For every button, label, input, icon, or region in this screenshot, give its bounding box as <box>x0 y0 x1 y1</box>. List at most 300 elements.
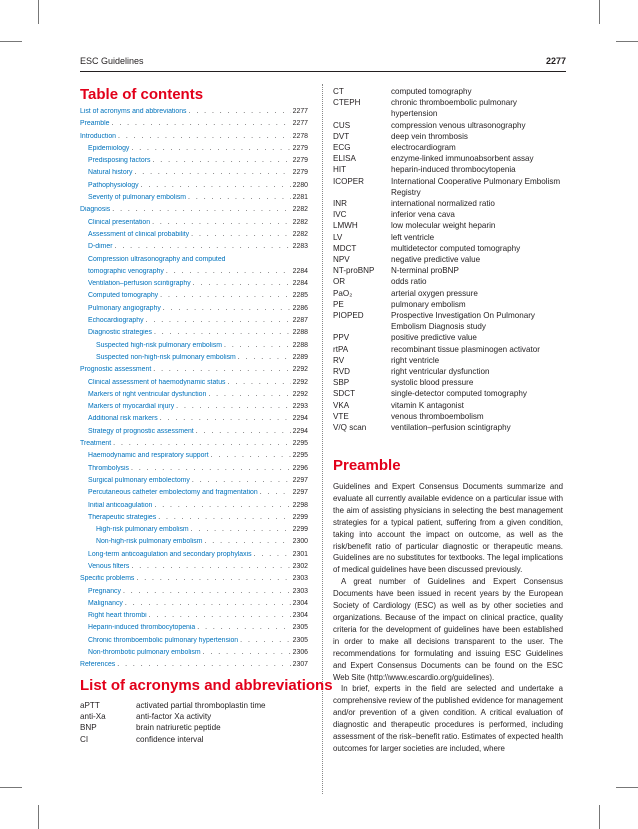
toc-entry-page: 2306 <box>292 649 308 657</box>
toc-leader <box>149 612 291 619</box>
toc-entry-label[interactable]: Echocardiography <box>88 317 144 325</box>
toc-entry-page: 2304 <box>292 599 308 607</box>
acronym-row <box>333 288 563 299</box>
toc-entry-label[interactable]: Malignancy <box>88 599 123 607</box>
toc-entry[interactable] <box>80 538 308 550</box>
crop-mark <box>599 0 600 24</box>
toc-entry-label[interactable]: Computed tomography <box>88 292 159 300</box>
acronym-abbr: PIOPED <box>333 311 364 321</box>
toc-entry-label[interactable]: Pathophysiology <box>88 181 139 189</box>
toc-entry[interactable] <box>80 465 308 477</box>
acronym-abbr: aPTT <box>80 701 100 710</box>
acronym-abbr: NPV <box>333 255 350 265</box>
toc-entry[interactable] <box>80 391 308 403</box>
toc-leader <box>112 120 291 127</box>
toc-leader <box>112 206 290 213</box>
toc-entry-page: 2298 <box>292 501 308 509</box>
toc-entry-label[interactable]: Non-thrombotic pulmonary embolism <box>88 649 201 657</box>
toc-leader <box>134 169 290 176</box>
toc-entry[interactable] <box>80 428 308 440</box>
acronyms-title: List of acronyms and abbreviations <box>80 677 333 694</box>
toc-entry[interactable] <box>80 649 308 661</box>
toc-entry-label[interactable]: Prognostic assessment <box>80 366 152 374</box>
toc-entry-page: 2304 <box>292 612 308 620</box>
toc-leader <box>141 182 291 189</box>
toc-entry[interactable] <box>80 379 308 391</box>
toc-entry-page: 2293 <box>292 403 308 411</box>
toc-entry[interactable] <box>80 329 308 341</box>
acronym-row <box>80 711 315 722</box>
acronym-row <box>333 400 563 411</box>
acronym-definition: inferior vena cava <box>391 210 455 220</box>
toc-entry-label[interactable]: Percutaneous catheter embolectomy and fragmentation <box>88 489 258 497</box>
acronym-abbr: CT <box>333 87 344 96</box>
acronym-row <box>333 276 563 287</box>
toc-entry[interactable] <box>80 575 308 587</box>
acronym-row <box>333 377 563 388</box>
toc-entry-page: 2283 <box>292 243 308 251</box>
acronym-abbr: PaO₂ <box>333 288 353 298</box>
toc-entry[interactable] <box>80 588 308 600</box>
toc-leader <box>131 465 291 472</box>
toc-entry-page: 2277 <box>292 120 308 128</box>
toc-entry-label[interactable]: Pregnancy <box>88 587 121 595</box>
toc-leader <box>192 477 291 484</box>
toc-entry-label[interactable]: Right heart thrombi <box>88 612 147 620</box>
toc-entry[interactable] <box>80 280 308 292</box>
acronym-abbr: NT-proBNP <box>333 266 375 276</box>
toc-entry-page: 2286 <box>292 304 308 312</box>
acronym-definition: computed tomography <box>391 87 472 96</box>
acronym-abbr: INR <box>333 199 347 209</box>
toc-entry-label[interactable]: Therapeutic strategies <box>88 513 157 521</box>
acronym-abbr: ICOPER <box>333 176 365 186</box>
toc-entry[interactable] <box>80 182 308 194</box>
toc-leader <box>113 440 291 447</box>
acronym-definition: activated partial thromboplastin time <box>136 701 266 710</box>
crop-mark <box>0 41 22 42</box>
acronym-abbr: PE <box>333 299 344 309</box>
running-header <box>80 56 566 70</box>
acronym-row <box>333 209 563 220</box>
toc-entry-page: 2292 <box>292 378 308 386</box>
acronym-row <box>333 411 563 422</box>
toc-entry-label[interactable]: D-dimer <box>88 243 113 251</box>
toc-entry-page: 2284 <box>292 267 308 275</box>
toc-entry-label[interactable]: tomographic venography <box>88 267 164 275</box>
acronym-definition: positive predictive value <box>391 333 477 343</box>
toc-entry-page: 2302 <box>292 562 308 570</box>
header-rule <box>80 71 566 72</box>
toc-entry-page: 2299 <box>292 526 308 534</box>
acronym-definition: vitamin K antagonist <box>391 400 464 410</box>
toc-entry-label[interactable]: List of acronyms and abbreviations <box>80 108 187 115</box>
acronym-row <box>333 243 563 254</box>
acronym-definition: negative predictive value <box>391 255 481 265</box>
toc-entry[interactable] <box>80 366 308 378</box>
toc-entry-page: 2297 <box>292 489 308 497</box>
toc-leader <box>154 329 291 336</box>
crop-mark <box>616 41 638 42</box>
acronym-row <box>333 232 563 243</box>
acronym-row <box>333 198 563 209</box>
toc-entry-page: 2303 <box>292 575 308 583</box>
toc-leader <box>117 661 290 668</box>
toc-entry-label[interactable]: Chronic thromboembolic pulmonary hypertension <box>88 636 239 644</box>
toc-entry-label[interactable]: Clinical presentation <box>88 218 151 226</box>
toc-entry[interactable] <box>80 624 308 636</box>
toc-entry[interactable] <box>80 206 308 218</box>
toc-entry-label[interactable]: Heparin-induced thrombocytopenia <box>88 624 196 632</box>
toc-leader <box>191 231 291 238</box>
toc-entry-page: 2305 <box>292 624 308 632</box>
acronym-definition: single-detector computed tomography <box>391 389 527 399</box>
toc-entry-page: 2288 <box>292 329 308 337</box>
toc-leader <box>163 305 291 312</box>
toc-leader <box>260 489 291 496</box>
toc-entry-page: 2301 <box>292 550 308 558</box>
toc-leader <box>204 538 290 545</box>
acronym-row <box>333 344 563 355</box>
toc-entry-label[interactable]: High-risk pulmonary embolism <box>96 526 189 534</box>
toc-entry-label[interactable]: Haemodynamic and respiratory support <box>88 452 209 460</box>
toc-leader <box>176 403 290 410</box>
toc-entry[interactable] <box>80 268 308 280</box>
toc-leader <box>196 428 291 435</box>
toc-leader <box>146 317 291 324</box>
toc-entry-page: 2307 <box>292 661 308 669</box>
toc-leader <box>240 637 291 644</box>
toc-entry[interactable] <box>80 502 308 514</box>
toc-leader <box>136 575 290 582</box>
acronym-row <box>333 86 563 97</box>
toc-leader <box>154 502 290 509</box>
acronym-definition: odds ratio <box>391 277 427 287</box>
toc-entry-page: 2292 <box>292 390 308 398</box>
acronym-definition: electrocardiogram <box>391 143 456 153</box>
toc-entry-label[interactable]: Diagnostic strategies <box>88 329 152 337</box>
acronym-row <box>333 332 563 343</box>
acronym-abbr: anti-Xa <box>80 712 106 722</box>
toc-leader <box>203 649 291 656</box>
toc-leader <box>160 292 291 299</box>
crop-mark <box>38 805 39 829</box>
acronym-list-right <box>333 86 563 433</box>
acronym-definition: right ventricle <box>391 355 440 365</box>
toc-entry-page: 2303 <box>292 587 308 595</box>
acronym-abbr: CTEPH <box>333 98 361 108</box>
acronym-definition: right ventricular dysfunction <box>391 367 490 377</box>
toc-entry-page: 2280 <box>292 181 308 189</box>
toc-entry-label[interactable]: Predisposing factors <box>88 157 151 165</box>
acronym-definition: compression venous ultrasonography <box>391 120 526 130</box>
toc-entry-label[interactable]: Pulmonary angiography <box>88 304 161 312</box>
acronym-row <box>333 265 563 276</box>
acronym-definition: heparin-induced thrombocytopenia <box>391 165 516 175</box>
acronym-definition: arterial oxygen pressure <box>391 288 478 298</box>
acronym-row <box>333 366 563 377</box>
toc-entry[interactable] <box>80 305 308 317</box>
toc-entry[interactable] <box>80 612 308 624</box>
toc-entry-page: 2282 <box>292 206 308 214</box>
toc-entry-page: 2287 <box>292 317 308 325</box>
preamble-paragraph: A great number of Guidelines and Expert Consensus Documents have been issued in recent years by the European Society of Cardiology (ESC) as well as by other societies and organizations. Because of the impact on clinical practice, quality criteria for the development of guidelines have been established in order to make all decisions transparent to the user. The recommendations for formulating and issuing ESC Guidelines and Expert Consensus Documents can be found on the ESC Web Site (http:\\www.escardio.org/guidelines). <box>333 577 563 682</box>
journal-name: ESC Guidelines <box>80 56 144 66</box>
acronym-row <box>333 176 563 198</box>
toc-entry-label[interactable]: Long-term anticoagulation and secondary prophylaxis <box>88 550 252 558</box>
acronym-abbr: RVD <box>333 367 350 377</box>
acronym-definition: international normalized ratio <box>391 199 495 209</box>
acronym-definition: enzyme-linked immunoabsorbent assay <box>391 154 534 164</box>
acronym-abbr: SDCT <box>333 389 356 399</box>
acronym-row <box>333 164 563 175</box>
toc-leader <box>118 133 291 140</box>
acronym-definition: confidence interval <box>136 734 204 744</box>
toc-leader <box>131 563 290 570</box>
toc-entry[interactable] <box>80 637 308 649</box>
acronym-definition: brain natriuretic peptide <box>136 723 221 733</box>
preamble-paragraph: In brief, experts in the field are selected and undertake a comprehensive review of the published evidence for management and/or prevention of a given condition. A critical evaluation of diagnostic and therapeutic procedures is performed, including assessment of the risk–benefit ratio. Estimates of expected health outcomes for larger societies are included, where <box>333 684 563 753</box>
acronym-abbr: CUS <box>333 120 351 130</box>
toc-leader <box>152 219 291 226</box>
toc-entry-label[interactable]: Markers of myocardial injury <box>88 403 175 411</box>
acronym-row <box>333 97 563 119</box>
toc-entry-label[interactable]: Initial anticoagulation <box>88 501 153 509</box>
acronym-abbr: OR <box>333 277 346 287</box>
toc-entry[interactable] <box>80 415 308 427</box>
table-of-contents <box>80 108 308 674</box>
toc-entry-page: 2294 <box>292 415 308 423</box>
toc-entry-label[interactable]: Natural history <box>88 169 133 177</box>
toc-entry[interactable] <box>80 256 308 268</box>
toc-entry[interactable] <box>80 600 308 612</box>
toc-leader <box>208 391 290 398</box>
acronym-abbr: LMWH <box>333 221 358 231</box>
toc-entry-label[interactable]: References <box>80 661 116 669</box>
toc-entry[interactable] <box>80 194 308 206</box>
acronym-row <box>333 388 563 399</box>
acronym-row <box>333 422 563 433</box>
acronym-abbr: rtPA <box>333 344 349 354</box>
toc-entry-label[interactable]: Preamble <box>80 120 110 128</box>
toc-entry-label[interactable]: Venous filters <box>88 562 130 570</box>
acronym-definition: venous thromboembolism <box>391 411 484 421</box>
toc-entry-page: 2278 <box>292 132 308 140</box>
toc-entry-label[interactable]: Ventilation–perfusion scintigraphy <box>88 280 191 288</box>
acronym-row <box>80 722 315 733</box>
toc-entry-page: 2292 <box>292 366 308 374</box>
acronym-definition: ventilation–perfusion scintigraphy <box>391 423 511 433</box>
acronym-abbr: SBP <box>333 378 350 388</box>
acronym-abbr: CI <box>80 734 89 744</box>
toc-entry-page: 2294 <box>292 427 308 435</box>
acronym-row <box>333 153 563 164</box>
acronym-row <box>333 142 563 153</box>
toc-leader <box>123 588 291 595</box>
acronym-list-left <box>80 700 315 745</box>
toc-entry[interactable] <box>80 342 308 354</box>
acronym-definition: pulmonary embolism <box>391 299 466 309</box>
acronym-definition: deep vein thrombosis <box>391 131 468 141</box>
toc-entry[interactable] <box>80 403 308 415</box>
acronym-definition: International Cooperative Pulmonary Embolism Registry <box>391 176 561 197</box>
toc-entry-label[interactable]: Thrombolysis <box>88 464 129 472</box>
acronym-abbr: VKA <box>333 400 350 410</box>
acronym-abbr: HIT <box>333 165 347 175</box>
acronym-row <box>333 355 563 366</box>
toc-entry[interactable] <box>80 108 308 120</box>
acronym-definition: recombinant tissue plasminogen activator <box>391 344 540 354</box>
toc-leader <box>211 452 291 459</box>
toc-entry-page: 2279 <box>292 157 308 165</box>
toc-entry[interactable] <box>80 563 308 575</box>
acronym-definition: multidetector computed tomography <box>391 243 521 253</box>
toc-entry-label[interactable]: Diagnosis <box>80 206 111 214</box>
acronym-abbr: VTE <box>333 411 349 421</box>
toc-entry-page: 2282 <box>292 218 308 226</box>
toc-leader <box>228 379 291 386</box>
acronym-row <box>333 254 563 265</box>
acronym-row <box>333 299 563 310</box>
toc-entry[interactable] <box>80 169 308 181</box>
toc-entry-page: 2300 <box>292 538 308 546</box>
acronym-definition: chronic thromboembolic pulmonary hypertension <box>391 98 517 119</box>
toc-entry-page: 2282 <box>292 230 308 238</box>
toc-entry[interactable] <box>80 292 308 304</box>
toc-leader <box>158 514 290 521</box>
acronym-abbr: IVC <box>333 210 347 220</box>
toc-leader <box>197 624 290 631</box>
acronym-abbr: V/Q scan <box>333 423 367 433</box>
acronym-abbr: LV <box>333 232 343 242</box>
toc-entry-page: 2285 <box>292 292 308 300</box>
acronym-row <box>333 310 563 332</box>
acronym-definition: low molecular weight heparin <box>391 221 496 231</box>
toc-entry-label[interactable]: Surgical pulmonary embolectomy <box>88 476 190 484</box>
preamble-body <box>333 481 563 755</box>
toc-entry-page: 2295 <box>292 452 308 460</box>
toc-entry-label[interactable]: Epidemiology <box>88 144 130 152</box>
toc-leader <box>153 366 290 373</box>
toc-leader <box>166 268 291 275</box>
toc-entry[interactable] <box>80 231 308 243</box>
toc-leader <box>160 415 291 422</box>
toc-entry[interactable] <box>80 661 308 673</box>
acronym-row <box>80 700 315 711</box>
acronym-definition: anti-factor Xa activity <box>136 712 212 722</box>
toc-entry-label[interactable]: Non-high-risk pulmonary embolism <box>96 538 203 546</box>
toc-entry-page: 2295 <box>292 440 308 448</box>
toc-entry-page: 2277 <box>292 108 308 115</box>
crop-mark <box>38 0 39 24</box>
toc-title: Table of contents <box>80 86 204 103</box>
toc-entry-label[interactable]: Clinical assessment of haemodynamic status <box>88 378 226 386</box>
toc-entry-page: 2297 <box>292 476 308 484</box>
crop-mark <box>616 787 638 788</box>
toc-entry[interactable] <box>80 514 308 526</box>
preamble-title: Preamble <box>333 457 401 474</box>
toc-leader <box>115 243 291 250</box>
toc-entry-label[interactable]: Markers of right ventricular dysfunction <box>88 390 207 398</box>
toc-entry-label[interactable]: Suspected non-high-risk pulmonary embolism <box>96 353 236 361</box>
toc-entry[interactable] <box>80 219 308 231</box>
preamble-paragraph: Guidelines and Expert Consensus Documents summarize and evaluate all currently available evidence on a particular issue with the aim of assisting physicians in selecting the best management strategies for a typical patient, suffering from a given condition, taking into account the impact on outcome, as well as the risk/benefit ratio of particular diagnostic or therapeutic means. Guidelines are no substitutes for textbooks. The legal implications of medical guidelines have been discussed previously. <box>333 482 563 575</box>
toc-leader <box>238 354 291 361</box>
toc-entry[interactable] <box>80 489 308 501</box>
toc-entry-label[interactable]: Specific problems <box>80 575 135 583</box>
toc-entry-label[interactable]: Introduction <box>80 132 117 140</box>
toc-entry-page: 2288 <box>292 341 308 349</box>
toc-entry-label[interactable]: Suspected high-risk pulmonary embolism <box>96 341 222 349</box>
toc-entry-label[interactable]: Assessment of clinical probability <box>88 230 190 238</box>
toc-leader <box>131 145 290 152</box>
toc-entry[interactable] <box>80 317 308 329</box>
toc-leader <box>152 157 290 164</box>
toc-entry-page: 2296 <box>292 464 308 472</box>
acronym-definition: left ventricle <box>391 232 435 242</box>
acronym-row <box>333 120 563 131</box>
toc-entry-label[interactable]: Treatment <box>80 440 112 448</box>
toc-entry-label[interactable]: Strategy of prognostic assessment <box>88 427 194 435</box>
crop-mark <box>599 805 600 829</box>
toc-entry[interactable] <box>80 120 308 132</box>
acronym-abbr: PPV <box>333 333 350 343</box>
toc-entry-page: 2279 <box>292 144 308 152</box>
toc-entry-page: 2281 <box>292 194 308 202</box>
crop-mark <box>0 787 22 788</box>
toc-entry-page: 2289 <box>292 353 308 361</box>
toc-entry-label[interactable]: Additional risk markers <box>88 415 158 423</box>
acronym-definition: Prospective Investigation On Pulmonary Embolism Diagnosis study <box>391 311 535 332</box>
toc-entry[interactable] <box>80 354 308 366</box>
toc-leader <box>188 194 291 201</box>
toc-entry[interactable] <box>80 452 308 464</box>
acronym-abbr: BNP <box>80 723 97 733</box>
acronym-abbr: MDCT <box>333 243 357 253</box>
toc-entry[interactable] <box>80 551 308 563</box>
toc-leader <box>188 108 290 115</box>
acronym-row <box>333 220 563 231</box>
acronym-abbr: ELISA <box>333 154 356 164</box>
acronym-row <box>80 734 315 745</box>
toc-entry[interactable] <box>80 133 308 145</box>
page-number: 2277 <box>545 56 566 66</box>
toc-entry[interactable] <box>80 440 308 452</box>
toc-entry[interactable] <box>80 145 308 157</box>
acronym-abbr: RV <box>333 355 345 365</box>
toc-leader <box>224 342 291 349</box>
toc-entry-page: 2284 <box>292 280 308 288</box>
acronym-abbr: DVT <box>333 131 350 141</box>
acronym-definition: N-terminal proBNP <box>391 266 459 276</box>
toc-entry[interactable] <box>80 243 308 255</box>
toc-leader <box>193 280 291 287</box>
toc-entry[interactable] <box>80 477 308 489</box>
toc-entry[interactable] <box>80 526 308 538</box>
toc-entry-label[interactable]: Compression ultrasonography and computed <box>88 255 226 263</box>
acronym-row <box>333 131 563 142</box>
toc-entry-label[interactable]: Severity of pulmonary embolism <box>88 194 187 202</box>
toc-leader <box>191 526 291 533</box>
toc-leader <box>254 551 291 558</box>
toc-leader <box>125 600 291 607</box>
toc-entry-page: 2279 <box>292 169 308 177</box>
toc-entry-page: 2299 <box>292 513 308 521</box>
toc-entry-page: 2305 <box>292 636 308 644</box>
toc-entry[interactable] <box>80 157 308 169</box>
acronym-definition: systolic blood pressure <box>391 378 474 388</box>
acronym-abbr: ECG <box>333 143 351 153</box>
